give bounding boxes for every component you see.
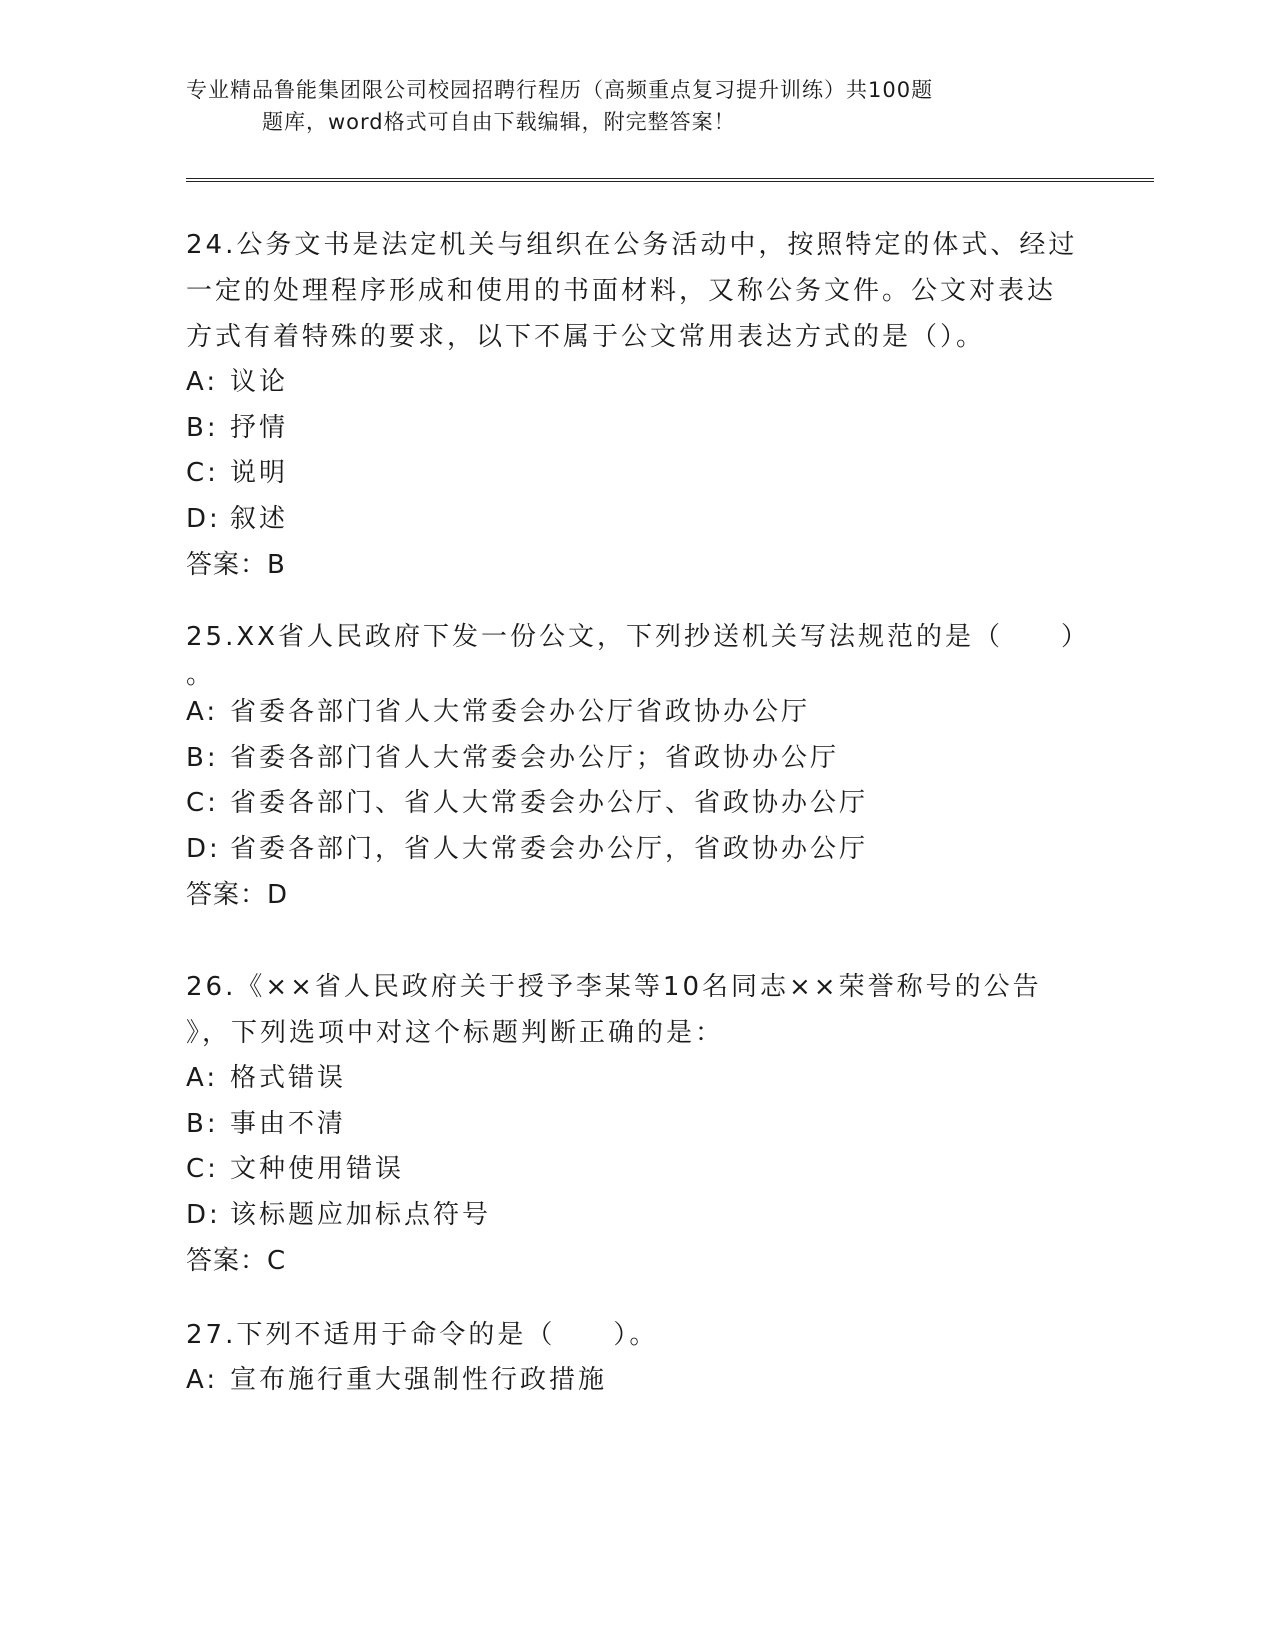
header-title-line2: 题库，word格式可自由下载编辑，附完整答案！ — [262, 110, 736, 134]
question-27 — [186, 1312, 1086, 1404]
option-c — [186, 451, 1086, 497]
option-a — [186, 1056, 1086, 1102]
question-text-line: 26.《××省人民政府关于授予李某等10名同志××荣誉称号的公告 — [186, 972, 1042, 1002]
option-text: 抒情 — [230, 412, 289, 443]
question-text-line: 25.XX省人民政府下发一份公文，下列抄送机关写法规范的是（ ） — [186, 622, 1090, 652]
answer-line: 答案：B — [186, 550, 286, 580]
option-d — [186, 827, 1086, 873]
option-text: 说明 — [230, 458, 289, 488]
header-title-line1: 专业精品鲁能集团限公司校园招聘行程历（高频重点复习提升训练）共100题 — [186, 78, 934, 102]
option-c — [186, 1147, 1086, 1193]
option-letter: B: — [186, 412, 219, 443]
question-text-line: 》，下列选项中对这个标题判断正确的是： — [186, 1018, 725, 1048]
option-a — [186, 1358, 1086, 1404]
option-letter: A: — [186, 1063, 219, 1093]
option-text: 文种使用错误 — [230, 1154, 405, 1184]
option-text: 省委各部门，省人大常委会办公厅，省政协办公厅 — [230, 833, 869, 864]
option-letter: A: — [186, 367, 219, 397]
option-letter: D: — [186, 1199, 221, 1230]
option-d — [186, 1193, 1086, 1239]
option-letter: D: — [186, 503, 221, 534]
option-text: 格式错误 — [230, 1063, 347, 1093]
option-b — [186, 1102, 1086, 1148]
option-letter: D: — [186, 833, 221, 864]
question-text-trailing: 。 — [186, 660, 213, 690]
option-letter: C: — [186, 458, 219, 488]
option-letter: C: — [186, 788, 219, 818]
question-text-line: 方式有着特殊的要求，以下不属于公文常用表达方式的是（）。 — [186, 322, 986, 352]
document-header — [186, 74, 1066, 138]
option-text: 该标题应加标点符号 — [230, 1199, 492, 1230]
question-25 — [186, 614, 1090, 918]
option-letter: C: — [186, 1154, 219, 1184]
option-b — [186, 736, 1086, 782]
option-text: 议论 — [230, 367, 289, 397]
option-d — [186, 497, 1086, 543]
question-text-line: 27.下列不适用于命令的是（ ）。 — [186, 1320, 659, 1350]
answer-line: 答案：C — [186, 1246, 287, 1276]
question-text-line: 一定的处理程序形成和使用的书面材料，又称公务文件。公文对表达 — [186, 276, 1057, 306]
option-text: 省委各部门省人大常委会办公厅；省政协办公厅 — [230, 742, 840, 773]
option-letter: A: — [186, 1365, 219, 1395]
option-letter: A: — [186, 697, 219, 727]
option-c — [186, 781, 1086, 827]
option-letter: B: — [186, 742, 219, 773]
option-letter: B: — [186, 1108, 219, 1139]
option-text: 事由不清 — [230, 1108, 347, 1139]
option-text: 宣布施行重大强制性行政措施 — [230, 1365, 608, 1395]
answer-line: 答案：D — [186, 880, 289, 910]
question-24 — [186, 222, 1086, 588]
question-26 — [186, 964, 1086, 1284]
option-text: 省委各部门、省人大常委会办公厅、省政协办公厅 — [230, 788, 869, 818]
option-a — [186, 360, 1086, 406]
option-b — [186, 406, 1086, 452]
option-text: 叙述 — [230, 503, 289, 534]
header-divider — [186, 178, 1154, 182]
option-a — [186, 690, 1086, 736]
question-text-line: 24.公务文书是法定机关与组织在公务活动中，按照特定的体式、经过 — [186, 230, 1078, 260]
option-text: 省委各部门省人大常委会办公厅省政协办公厅 — [230, 697, 811, 727]
